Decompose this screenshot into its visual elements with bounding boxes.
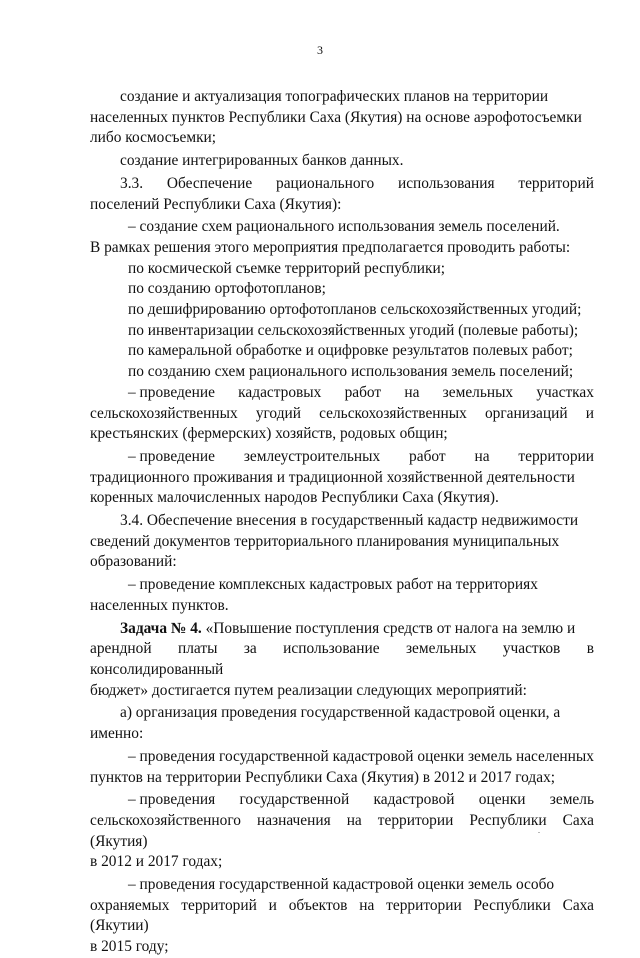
text-line: в 2012 и 2017 годах; [90, 853, 223, 871]
text-line: охраняемых территорий и объектов на территории Республики Саха (Якутии) [90, 896, 594, 935]
text-line: либо космосъемки; [90, 129, 217, 147]
text-line: бюджет» достигается путем реализации следующих мероприятий: [90, 681, 527, 699]
text-line: 3.4. Обеспечение внесения в государственный кадастр недвижимости [120, 512, 579, 530]
spread-line [90, 790, 594, 811]
text-line: поселений Республики Саха (Якутия): [90, 195, 342, 213]
text-word: сельскохозяйственных [319, 404, 467, 422]
text-word: кадастровых [238, 383, 322, 401]
text-line: крестьянских (фермерских) хозяйств, родовых общин; [90, 425, 448, 443]
text-line: арендной платы за использование земельных участков в консолидированный [90, 640, 594, 678]
text-word: землеустроительных [243, 447, 381, 465]
text-block [90, 468, 594, 509]
text-word: организаций [484, 404, 568, 422]
text-word: кадастровой [373, 791, 455, 809]
text-line: – проведения государственной кадастровой оценки земель особо [128, 876, 555, 894]
text-word: работ [344, 383, 382, 401]
text-word: государственной [239, 791, 350, 809]
text-word: – проведения [128, 791, 216, 809]
list-item: по космической съемке территорий республики; [128, 259, 445, 277]
text-word: – проведение [128, 447, 215, 465]
list-item: по инвентаризации сельскохозяйственных угодий (полевые работы); [128, 321, 579, 339]
text-line: – проведение комплексных кадастровых работ на территориях [128, 576, 538, 594]
text-line: создание и актуализация топографических планов на территории [120, 88, 549, 105]
dash-item-land-use-schemes [90, 217, 594, 258]
dash-item-cadastral-works [90, 383, 594, 445]
text-line: – создание схем рационального использования земель поселений. [128, 218, 560, 236]
spread-line [90, 447, 594, 468]
text-word: участках [536, 383, 594, 401]
text-line: «Повышение поступления средств от налога на землю и [201, 619, 576, 637]
list-item: по дешифрированию ортофотопланов сельскохозяйственных угодий; [128, 301, 582, 319]
section-3-3-heading-line [90, 174, 594, 195]
scan-artifact-dot [538, 832, 540, 833]
text-word: территории [518, 447, 594, 465]
text-line: пунктов на территории Республики Саха (Якутия) в 2012 и 2017 годах; [90, 768, 556, 786]
text-word: сельскохозяйственных [90, 404, 238, 422]
text-word: Обеспечение [166, 174, 253, 192]
list-item: по камеральной обработке и оцифровке результатов полевых работ; [128, 342, 573, 360]
text-line: сельскохозяйственного назначения на территории Республики Саха (Якутия) [90, 811, 594, 850]
text-line: а) организация проведения государственной кадастровой оценки, а [120, 704, 561, 722]
works-list [90, 259, 594, 383]
dash-item-valuation-protected [90, 875, 594, 958]
text-line: в 2015 году; [90, 938, 169, 956]
text-word: земельных [442, 383, 514, 401]
text-word: – проведение [128, 383, 215, 401]
item-a-cadastral-valuation [90, 703, 594, 744]
text-word: работ [409, 447, 446, 465]
document-body [90, 87, 594, 958]
text-word: угодий [255, 404, 301, 422]
text-block [90, 811, 594, 873]
section-3-4 [90, 511, 594, 573]
task-4-heading: Задача № 4. [120, 619, 202, 637]
text-line: образований: [90, 553, 177, 571]
text-word: рационального [276, 174, 375, 192]
page-number: 3 [317, 43, 323, 57]
list-item: по созданию схем рационального использования земель поселений; [128, 363, 574, 381]
spread-line [90, 383, 594, 404]
dash-item-valuation-agricultural [90, 790, 594, 873]
dash-item-land-management-works [90, 447, 594, 509]
section-3-3 [90, 174, 594, 215]
text-word: и [585, 404, 594, 422]
dash-item-complex-cadastral-works [90, 575, 594, 616]
section-number: 3.3. [120, 174, 144, 192]
text-line: населенных пунктов Республики Саха (Якутия) на основе аэрофотосъемки [90, 108, 582, 126]
text-line: именно: [90, 725, 144, 743]
dash-item-valuation-settlements [90, 747, 594, 788]
text-line: В рамках решения этого мероприятия предполагается проводить работы: [90, 238, 571, 256]
spread-line [90, 404, 594, 425]
paragraph-data-banks: создание интегрированных банков данных. [120, 152, 404, 170]
text-word: территорий [518, 174, 594, 192]
text-word: на [404, 383, 420, 401]
paragraph-topographic-plans [90, 87, 594, 149]
text-line: коренных малочисленных народов Республики Саха (Якутия). [90, 489, 499, 507]
task-4-paragraph [90, 619, 594, 702]
text-line: традиционного проживания и традиционной хозяйственной деятельности [90, 468, 575, 486]
list-item: по созданию ортофотопланов; [128, 280, 326, 298]
text-word: земель [549, 791, 594, 809]
text-word: оценки [478, 791, 526, 809]
text-word: использования [397, 174, 495, 192]
text-line: сведений документов территориального планирования муниципальных [90, 532, 560, 550]
text-word: на [474, 447, 490, 465]
text-line: – проведения государственной кадастровой оценки земель населенных [128, 747, 594, 765]
text-line: населенных пунктов. [90, 596, 229, 614]
